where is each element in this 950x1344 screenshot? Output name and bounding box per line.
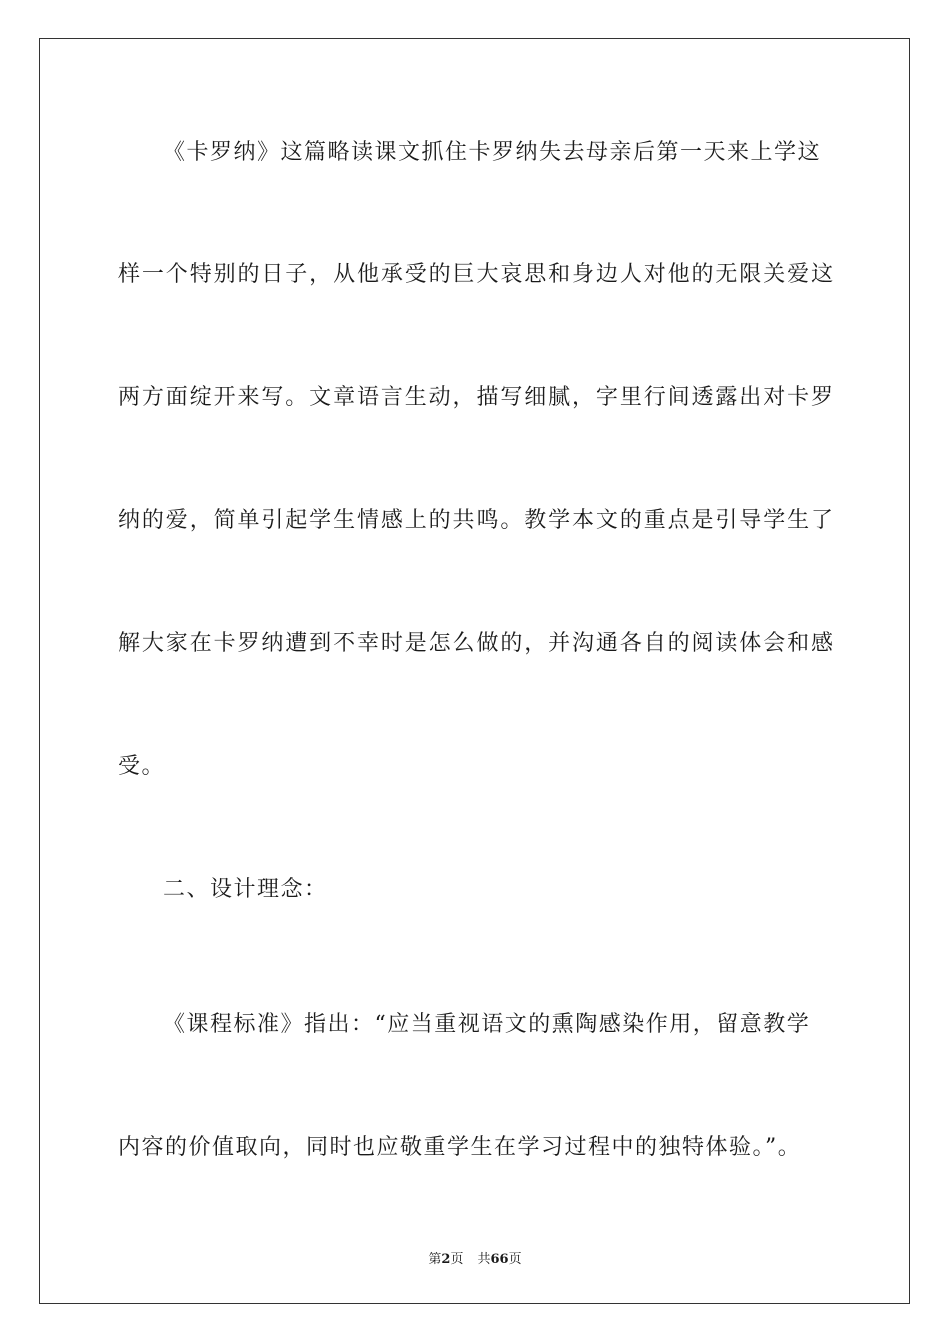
paragraph-1-line-5: 解大家在卡罗纳遭到不幸时是怎么做的，并沟通各自的阅读体会和感 — [118, 631, 833, 656]
paragraph-1-line-1: 《卡罗纳》这篇略读课文抓住卡罗纳失去母亲后第一天来上学这 — [163, 140, 822, 165]
section-heading: 二、设计理念： — [163, 877, 328, 902]
footer-total-pages: 66 — [490, 1252, 509, 1267]
footer-page-suffix: 页 — [450, 1252, 464, 1267]
page-frame — [39, 38, 910, 1304]
paragraph-1-line-4: 纳的爱，简单引起学生情感上的共鸣。教学本文的重点是引导学生了 — [118, 508, 833, 533]
paragraph-1-line-2: 样一个特别的日子，从他承受的巨大哀思和身边人对他的无限关爱这 — [118, 262, 833, 287]
paragraph-2-line-2: 内容的价值取向，同时也应敬重学生在学习过程中的独特体验。”。 — [118, 1135, 802, 1160]
paragraph-1-line-6: 受。 — [118, 754, 166, 779]
footer-total-prefix: 共 — [477, 1252, 491, 1267]
paragraph-1-line-3: 两方面绽开来写。文章语言生动，描写细腻，字里行间透露出对卡罗 — [118, 385, 833, 410]
footer-prefix: 第 — [428, 1252, 442, 1267]
paragraph-2-line-1: 《课程标准》指出：“应当重视语文的熏陶感染作用，留意教学 — [163, 1012, 811, 1037]
page-footer — [0, 1248, 950, 1267]
footer-total-suffix: 页 — [508, 1252, 522, 1267]
footer-page-number: 2 — [441, 1252, 451, 1267]
